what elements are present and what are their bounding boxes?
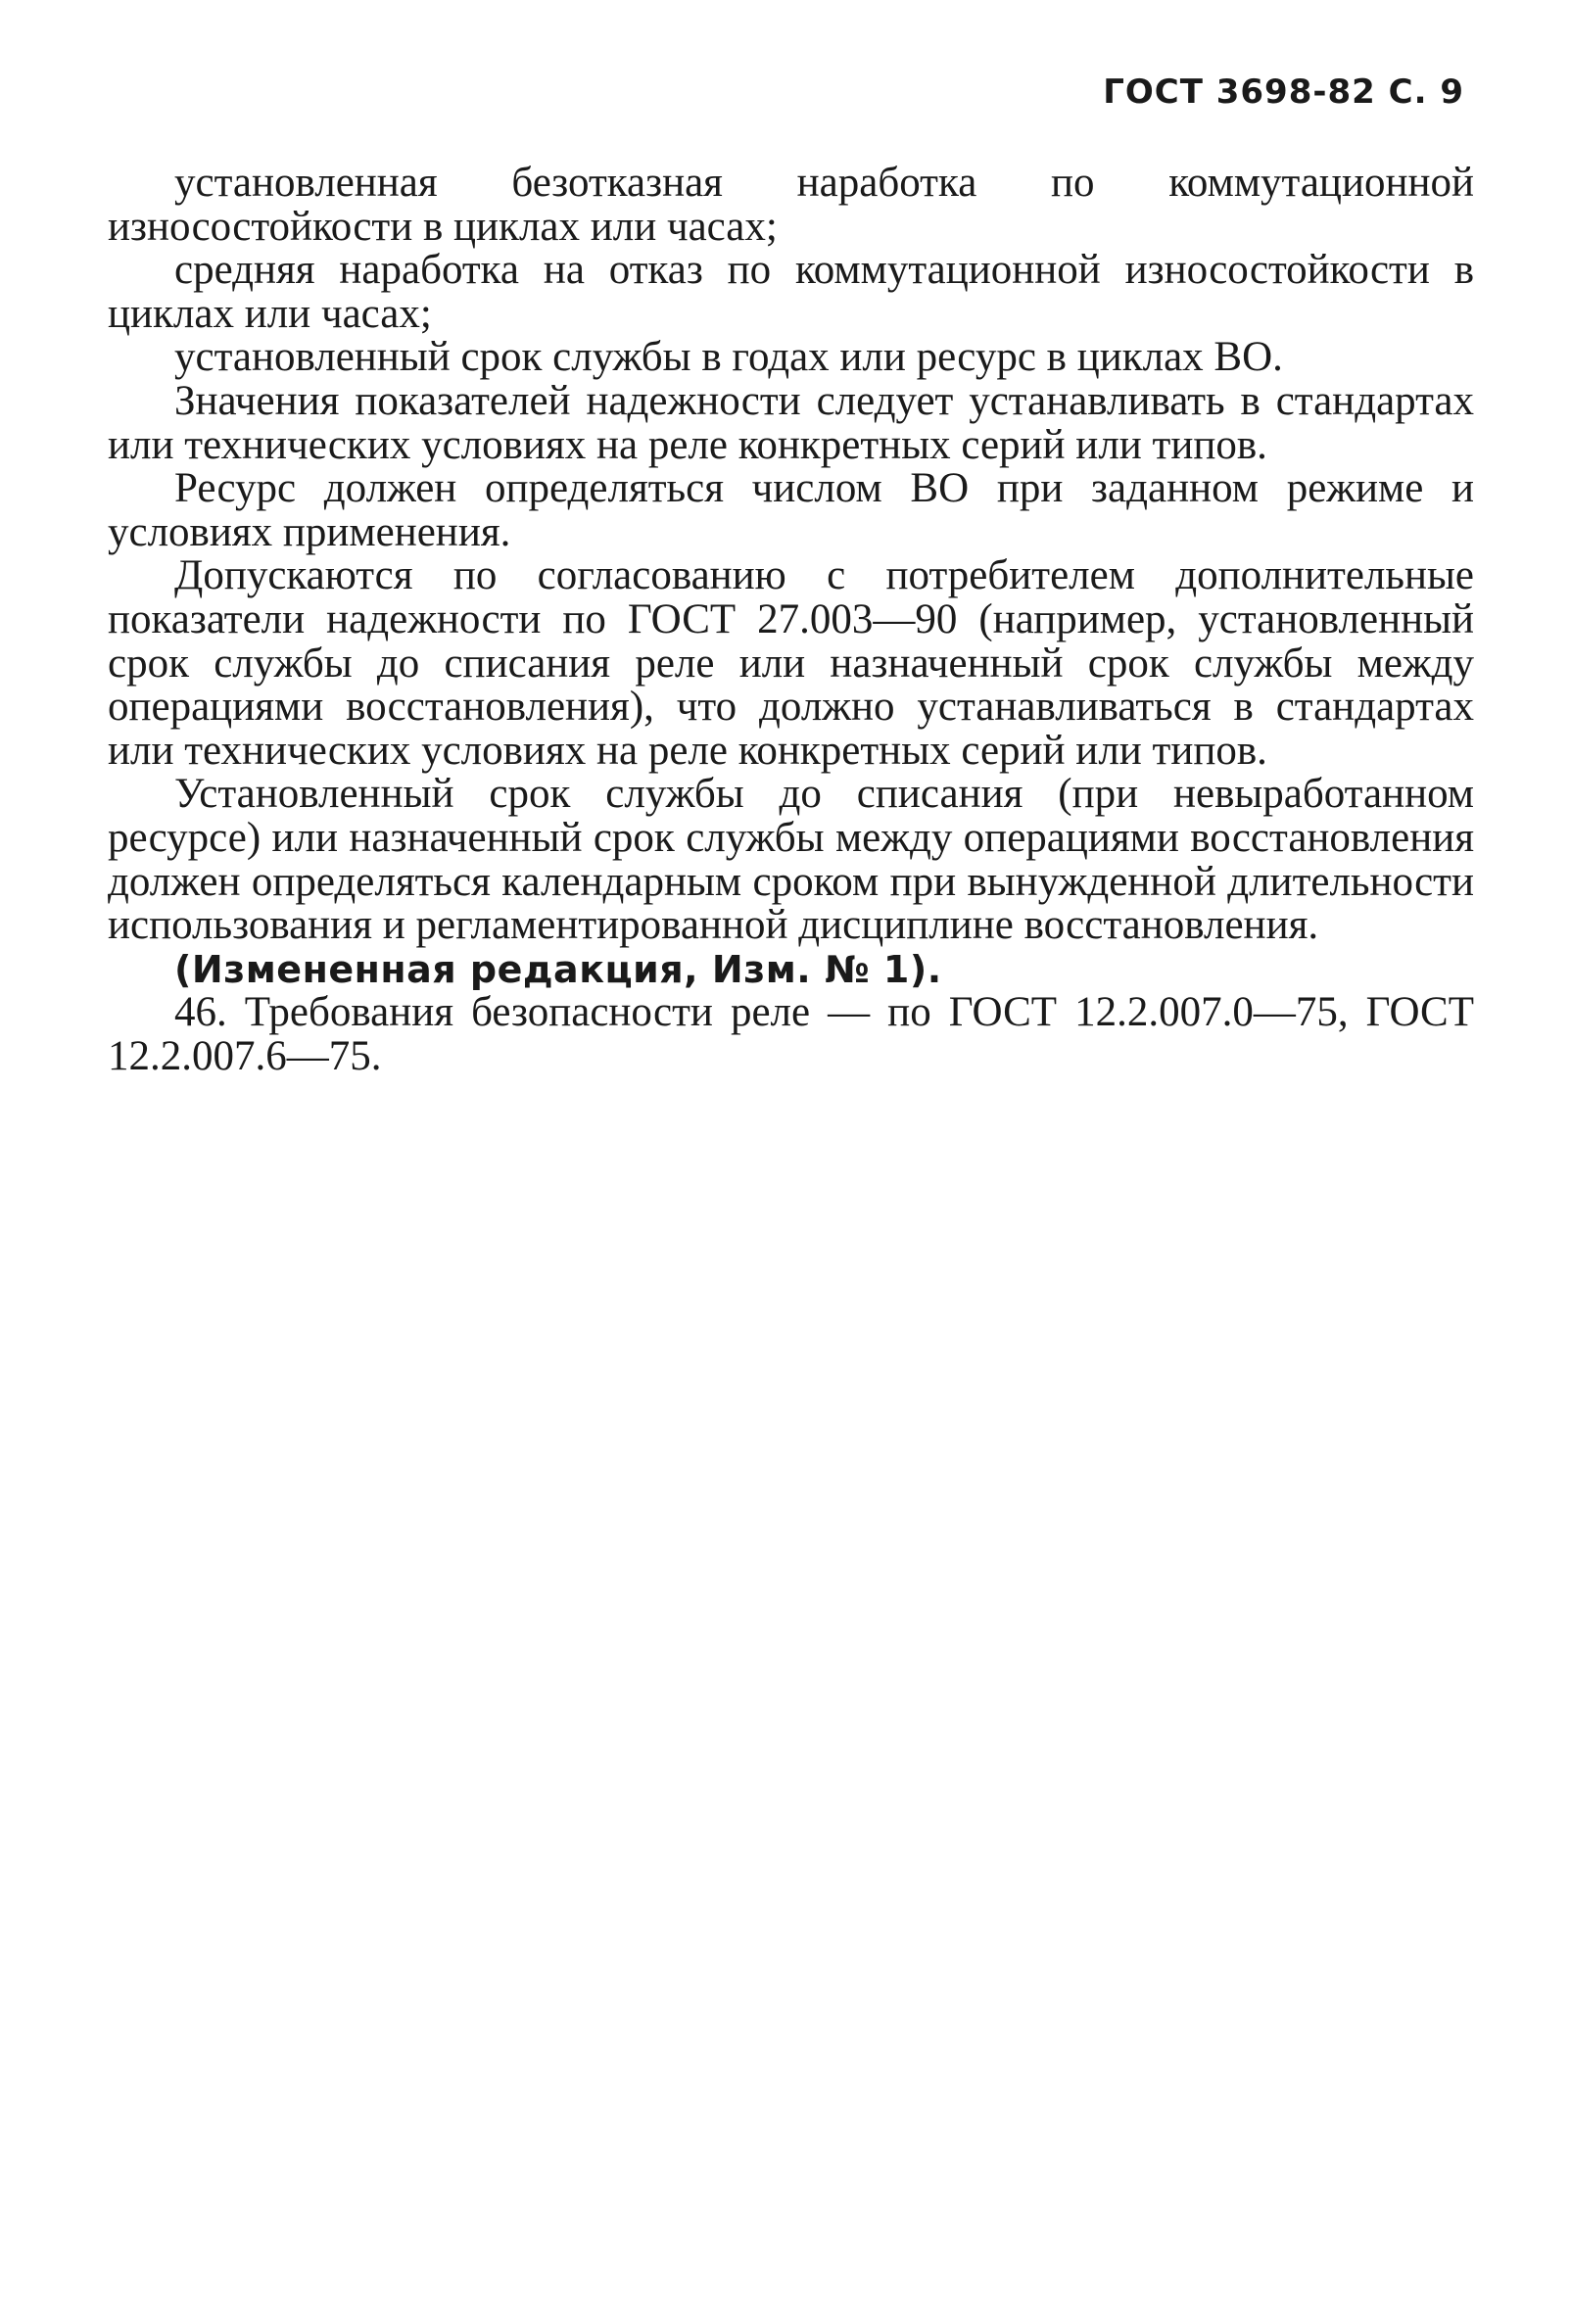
paragraph-resource: Ресурс должен определяться числом ВО при заданном режиме и условиях применения.	[108, 465, 1474, 555]
paragraph-reliability-values: Значения показателей надежности следует устанавливать в стандартах или технических условиях на реле конкретных серий или типов.	[108, 377, 1474, 468]
document-body	[108, 162, 1474, 1078]
paragraph-established-service-life: Установленный срок службы до списания (при невыработанном ресурсе) или назначенный срок службы между операциями восстановления должен определяться календарным сроком при вынужденной длительности использования и регламентированной дисциплине восстановления.	[108, 771, 1474, 949]
paragraph-mean-time-to-failure: средняя наработка на отказ по коммутационной износостойкости в циклах или часах;	[108, 247, 1474, 337]
paragraph-failure-free-operation: установленная безотказная наработка по коммутационной износостойкости в циклах или часах;	[108, 160, 1474, 250]
paragraph-safety-requirements: 46. Требования безопасности реле — по ГОСТ 12.2.007.0—75, ГОСТ 12.2.007.6—75.	[108, 989, 1474, 1079]
amendment-note: (Измененная редакция, Изм. № 1).	[174, 947, 942, 991]
paragraph-additional-indicators: Допускаются по согласованию с потребителем дополнительные показатели надежности по ГОСТ 27.003—90 (например, установленный срок службы до списания реле или назначенный срок службы между операциями восстановления), что должно устанавливаться в стандартах или технических условиях на реле конкретных серий или типов.	[108, 552, 1474, 774]
paragraph-service-life: установленный срок службы в годах или ресурс в циклах ВО.	[174, 334, 1283, 381]
running-head: ГОСТ 3698-82 С. 9	[1103, 72, 1464, 112]
